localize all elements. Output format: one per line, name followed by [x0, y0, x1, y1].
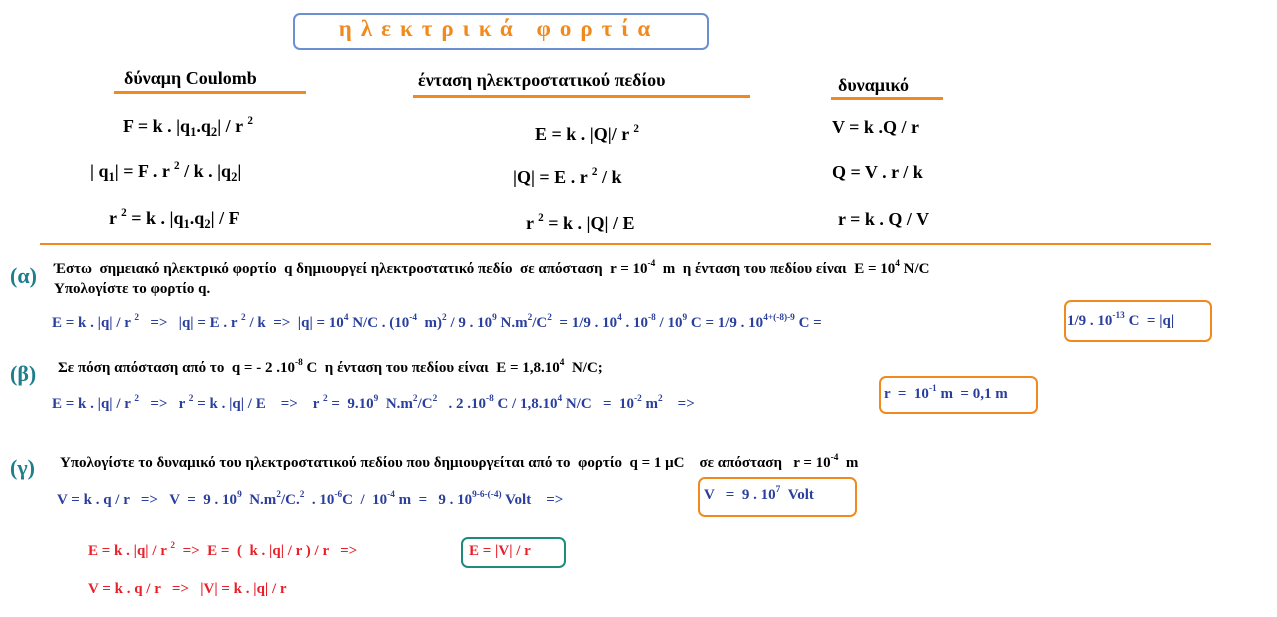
problem-c-answer: V = 9 . $10^7$ Volt	[704, 485, 814, 503]
problem-a-label: (α)	[10, 263, 37, 288]
header-field-underline	[413, 95, 750, 98]
derivation-potential-abs: V = k . q / r => |V| = k . |q| / r	[88, 581, 287, 597]
header-coulomb: δύναμη Coulomb	[124, 68, 257, 88]
header-potential: δυναμικό	[838, 75, 910, 95]
problem-b-solution: E = k . |q| / r $^2$ => r $^2$ = k . |q| / E => r $^2$ = 9.10$^9$ $N.m^2/C^2$ . 2 $.10^{-8}$ C / 1,8.10$^4$ $N/C = 10^{-2}$ $m^2$ =>	[52, 394, 695, 412]
derivation-field-potential: E = k . |q| / r $^2$ => E = ( k . |q| / r ) / r =>	[88, 541, 358, 559]
formula-field-distance: r $^2$ = k . |Q| / E	[526, 211, 635, 233]
problem-a-answer: 1/9 . $10^{-13}$ C = |q|	[1067, 311, 1175, 329]
problem-b-text: Σε πόση απόσταση από το q = - 2 $.10^{-8}$ C η ένταση του πεδίου είναι $E = 1,8.10^4$ N/C;	[58, 358, 603, 376]
header-coulomb-underline	[114, 91, 306, 94]
formula-coulomb-distance: r $^2$ = k . $|q_1.q_2|$ / F	[109, 206, 240, 231]
problem-a-text: Έστω σημειακό ηλεκτρικό φορτίο q δημιουργεί ηλεκτροστατικό πεδίο σε απόσταση $r = 10^{-4}$ m η ένταση του πεδίου είναι $E = 10^4$ N/C	[54, 259, 930, 277]
formula-potential: V = k .Q / r	[832, 117, 919, 137]
problem-a-question: Υπολογίστε το φορτίο q.	[54, 281, 211, 297]
formula-potential-charge: Q = V . r / k	[832, 162, 923, 182]
problem-b-answer: $r = 10^{-1}$ m = 0,1 m	[884, 384, 1008, 402]
problem-c-solution: V = k . q / r => V = 9 . $10^9$ $N.m^2/C.^2$ . $10^{-6}C / 10^{-4}$ m = 9 . $10^{9-6-(-4)}$ Volt =>	[57, 490, 564, 508]
formula-field-intensity: E = k . |Q|/ r $^2$	[535, 122, 639, 144]
derivation-answer: E = |V| / r	[469, 543, 531, 559]
formula-potential-distance: r = k . Q / V	[838, 209, 930, 229]
formula-coulomb-force: F = k . $|q_1.q_2|$ / r $^2$	[123, 114, 253, 139]
problem-c-label: (γ)	[10, 455, 35, 480]
formula-coulomb-charge: | $q_1| = F$ . r $^2$ / k . $|q_2|$	[90, 159, 242, 184]
page-title: ηλεκτρικά φορτία	[338, 16, 660, 41]
formula-field-charge: |Q| = E . r $^2$ / k	[513, 165, 622, 187]
section-divider	[40, 243, 1211, 245]
problem-a-solution: E = k . |q| / r $^2$ => |q| = E . r $^2 / k => |q| = 10^4$ N/C . ($10^{-4}$ m)$^2$ / 9 . $10^9$ $N.m^2/C^2 = 1/9$ . $10^4$ . $10^{-8} / 10^9$ C = 1/9 . $10^{4+(-8)-9}$ C =	[52, 313, 822, 331]
problem-b-label: (β)	[10, 361, 37, 386]
header-field: ένταση ηλεκτροστατικού πεδίου	[418, 70, 666, 90]
header-potential-underline	[831, 97, 943, 100]
problem-c-text: Υπολογίστε το δυναμικό του ηλεκτροστατικού πεδίου που δημιουργείται από το φορτίο q = 1 μC σε απόσταση $r = 10^{-4}$ m	[60, 453, 859, 471]
